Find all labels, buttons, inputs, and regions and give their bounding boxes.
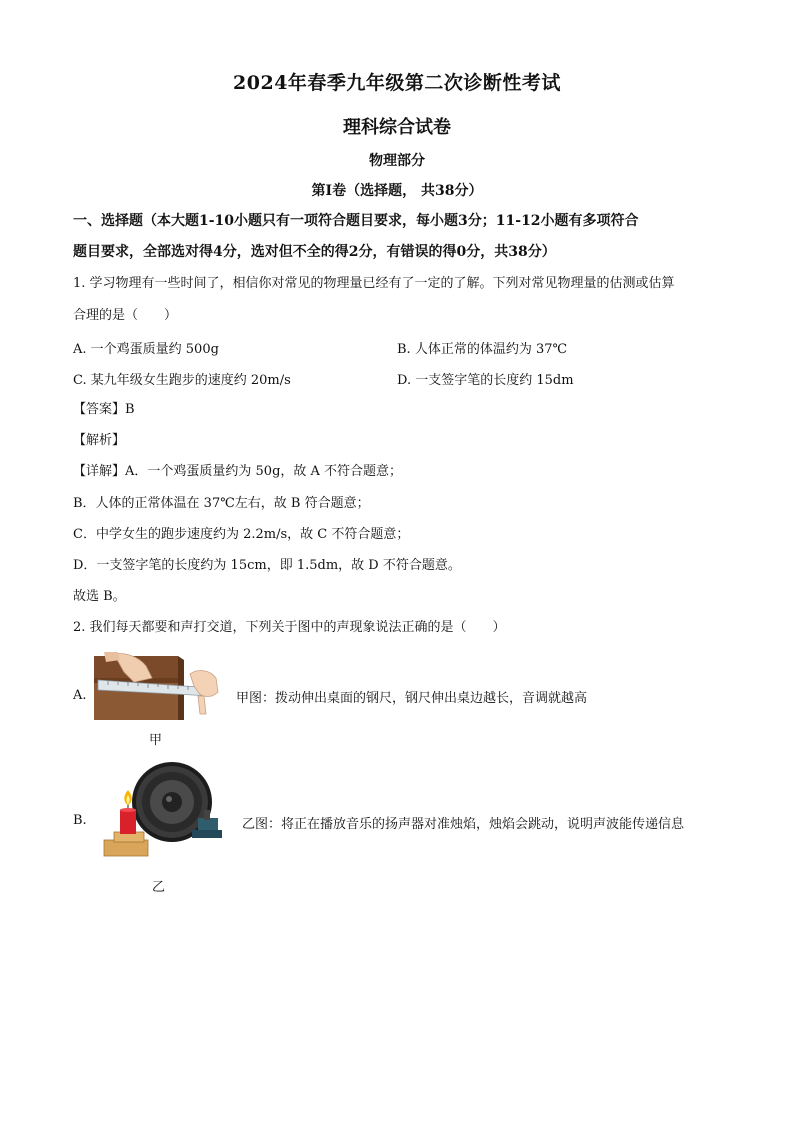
q1-answer: 【答案】B — [73, 402, 135, 417]
speaker-candle-figure — [100, 752, 224, 862]
q1-option-c: C. 某九年级女生跑步的速度约 20m/s — [73, 373, 291, 388]
ruler-on-table-figure — [94, 652, 228, 720]
volume-title: 第Ⅰ卷（选择题， 共38分） — [311, 183, 483, 199]
q2-figure-b-caption: 乙 — [152, 880, 166, 895]
q1-detail-line: B．人体的正常体温在 37℃左右，故 B 符合题意； — [73, 496, 370, 511]
q1-option-d: D. 一支签字笔的长度约 15dm — [397, 373, 574, 388]
q1-option-b: B. 人体正常的体温约为 37℃ — [397, 342, 568, 357]
section-heading-line1: 一、选择题（本大题1-10小题只有一项符合题目要求，每小题3分；11-12小题有多项符合 — [73, 213, 639, 229]
exam-title: 2024年春季九年级第二次诊断性考试 — [233, 72, 561, 94]
q2-figure-a-caption: 甲 — [149, 733, 163, 748]
section-heading-line2: 题目要求，全部选对得4分，选对但不全的得2分，有错误的得0分，共38分） — [73, 244, 556, 260]
q1-detail-line: C．中学女生的跑步速度约为 2.2m/s，故 C 不符合题意； — [73, 527, 410, 542]
q2-option-a-label: A. — [73, 688, 87, 703]
q2-stem: 2. 我们每天都要和声打交道，下列关于图中的声现象说法正确的是（ ） — [73, 620, 506, 635]
q1-stem-line2: 合理的是（ ） — [73, 308, 178, 323]
q2-option-a-text: 甲图：拨动伸出桌面的钢尺，钢尺伸出桌边越长，音调就越高 — [236, 691, 588, 706]
q1-detail-line: 故选 B。 — [73, 589, 126, 604]
q1-detail-line: 【详解】A．一个鸡蛋质量约为 50g，故 A 不符合题意； — [73, 464, 403, 479]
q2-option-b-label: B. — [73, 813, 87, 828]
part-title: 物理部分 — [369, 153, 425, 169]
exam-subtitle: 理科综合试卷 — [343, 117, 451, 138]
q1-stem-line1: 1. 学习物理有一些时间了，相信你对常见的物理量已经有了一定的了解。下列对常见物理量的估测或估算 — [73, 276, 675, 291]
q1-analysis-label: 【解析】 — [73, 433, 126, 448]
q1-option-a: A. 一个鸡蛋质量约 500g — [73, 342, 219, 357]
q1-detail-line: D．一支签字笔的长度约为 15cm，即 1.5dm，故 D 不符合题意。 — [73, 558, 461, 573]
q2-option-b-text: 乙图：将正在播放音乐的扬声器对准烛焰，烛焰会跳动，说明声波能传递信息 — [242, 817, 685, 832]
